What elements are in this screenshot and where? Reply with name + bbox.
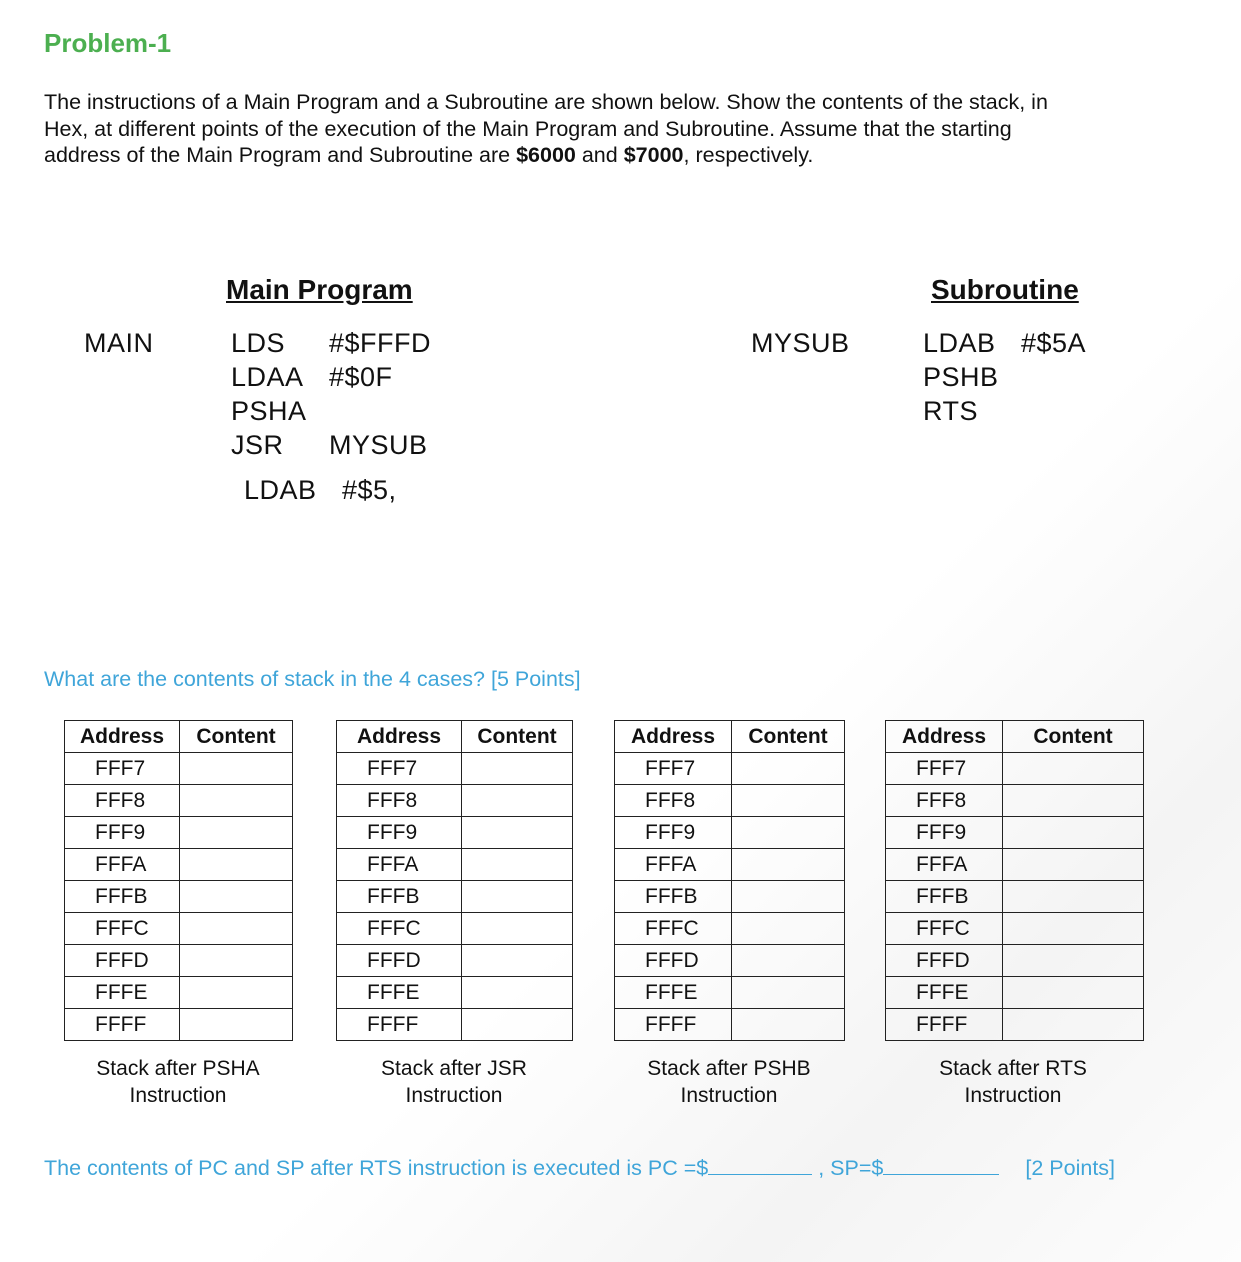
content-header: Content	[180, 721, 293, 753]
pc-answer-blank[interactable]	[708, 1152, 812, 1175]
address-cell: FFFD	[615, 945, 732, 977]
subroutine-heading: Subroutine	[931, 274, 1079, 305]
table-row	[886, 849, 1144, 881]
content-cell[interactable]	[180, 1009, 293, 1041]
table-row	[886, 945, 1144, 977]
content-cell[interactable]	[462, 945, 573, 977]
table-row	[615, 753, 845, 785]
address-header: Address	[886, 721, 1003, 753]
table-row	[615, 1009, 845, 1041]
content-cell[interactable]	[732, 977, 845, 1009]
content-header: Content	[732, 721, 845, 753]
caption-line: Instruction	[405, 1084, 503, 1107]
address-cell: FFF7	[886, 753, 1003, 785]
address-cell: FFFB	[65, 881, 180, 913]
content-header: Content	[1003, 721, 1144, 753]
address-cell: FFFA	[65, 849, 180, 881]
table-row	[337, 881, 573, 913]
code-opcode: LDAA	[231, 362, 304, 392]
table-row	[65, 785, 293, 817]
content-cell[interactable]	[732, 753, 845, 785]
address-cell: FFFF	[337, 1009, 462, 1041]
content-cell[interactable]	[180, 945, 293, 977]
subroutine-label: MYSUB	[751, 328, 850, 358]
address-cell: FFF8	[886, 785, 1003, 817]
content-cell[interactable]	[180, 849, 293, 881]
stack-table-pshb	[614, 720, 845, 1041]
code-operand: #$0F	[329, 362, 393, 392]
table-row	[337, 945, 573, 977]
points-label: [2 Points]	[1025, 1156, 1116, 1180]
code-line	[231, 394, 431, 428]
address-cell: FFFE	[615, 977, 732, 1009]
table-row	[615, 849, 845, 881]
address-cell: FFFB	[886, 881, 1003, 913]
content-cell[interactable]	[1003, 945, 1144, 977]
code-opcode: LDS	[231, 328, 286, 358]
subroutine-code	[923, 326, 1086, 428]
table-row	[65, 881, 293, 913]
stack-table-psha	[64, 720, 293, 1041]
address-cell: FFFC	[886, 913, 1003, 945]
content-cell[interactable]	[732, 913, 845, 945]
main-program-code	[231, 326, 431, 462]
address-cell: FFFB	[615, 881, 732, 913]
address-cell: FFFC	[65, 913, 180, 945]
main-program-last-line	[244, 473, 397, 507]
content-cell[interactable]	[1003, 913, 1144, 945]
table-row	[337, 977, 573, 1009]
caption-line: Instruction	[964, 1084, 1062, 1107]
address-cell: FFFC	[337, 913, 462, 945]
address-cell: FFFA	[615, 849, 732, 881]
address-cell: FFF9	[65, 817, 180, 849]
caption-line: Stack after JSR	[381, 1057, 527, 1080]
content-cell[interactable]	[180, 785, 293, 817]
table-row	[886, 817, 1144, 849]
content-cell[interactable]	[180, 881, 293, 913]
address-cell: FFFF	[65, 1009, 180, 1041]
content-cell[interactable]	[1003, 881, 1144, 913]
content-cell[interactable]	[462, 913, 573, 945]
caption-line: Stack after PSHA	[96, 1057, 260, 1080]
table-row	[886, 753, 1144, 785]
table-row	[65, 849, 293, 881]
content-cell[interactable]	[732, 817, 845, 849]
address-cell: FFF9	[886, 817, 1003, 849]
code-line	[923, 326, 1086, 360]
pc-sp-question	[44, 1152, 1194, 1181]
sp-question-text: , SP=$	[812, 1156, 884, 1180]
content-cell[interactable]	[462, 753, 573, 785]
main-program-heading: Main Program	[226, 274, 413, 305]
content-cell[interactable]	[732, 881, 845, 913]
address-cell: FFF7	[337, 753, 462, 785]
address-cell: FFFD	[65, 945, 180, 977]
address-cell: FFFF	[886, 1009, 1003, 1041]
address-cell: FFF7	[65, 753, 180, 785]
content-cell[interactable]	[180, 913, 293, 945]
address-cell: FFF8	[337, 785, 462, 817]
code-operand: #$5A	[1021, 328, 1087, 358]
address-cell: FFFD	[337, 945, 462, 977]
address-cell: FFFE	[886, 977, 1003, 1009]
code-line	[231, 326, 431, 360]
stack-question: What are the contents of stack in the 4 cases? [5 Points]	[44, 667, 581, 691]
address-cell: FFFE	[337, 977, 462, 1009]
address-header: Address	[65, 721, 180, 753]
table-row	[615, 913, 845, 945]
sub-start-address: $7000	[623, 143, 684, 167]
content-cell[interactable]	[732, 1009, 845, 1041]
pc-question-text: The contents of PC and SP after RTS instruction is executed is PC =$	[44, 1156, 709, 1180]
table-row	[615, 881, 845, 913]
table-row	[886, 881, 1144, 913]
table-row	[886, 1009, 1144, 1041]
content-cell[interactable]	[180, 817, 293, 849]
intro-text-2: and	[575, 143, 624, 167]
problem-description	[44, 89, 1084, 169]
content-header: Content	[462, 721, 573, 753]
address-cell: FFFE	[65, 977, 180, 1009]
code-line	[231, 428, 431, 462]
code-opcode: PSHA	[231, 396, 307, 426]
code-operand: MYSUB	[329, 430, 428, 460]
content-cell[interactable]	[462, 977, 573, 1009]
intro-text-3: , respectively.	[683, 143, 814, 167]
table-row	[337, 753, 573, 785]
stack-caption	[614, 1055, 844, 1109]
table-row	[65, 753, 293, 785]
code-opcode: LDAB	[244, 475, 317, 505]
code-opcode: RTS	[923, 396, 979, 426]
address-cell: FFFA	[886, 849, 1003, 881]
stack-caption	[64, 1055, 292, 1109]
table-row	[65, 977, 293, 1009]
code-operand: #$FFFD	[329, 328, 432, 358]
table-row	[615, 977, 845, 1009]
caption-line: Instruction	[680, 1084, 778, 1107]
content-cell[interactable]	[1003, 977, 1144, 1009]
table-row	[337, 785, 573, 817]
main-label: MAIN	[84, 328, 154, 358]
content-cell[interactable]	[732, 849, 845, 881]
caption-line: Instruction	[129, 1084, 227, 1107]
address-header: Address	[337, 721, 462, 753]
table-row	[886, 785, 1144, 817]
address-cell: FFF9	[337, 817, 462, 849]
stack-caption	[336, 1055, 572, 1109]
content-cell[interactable]	[1003, 849, 1144, 881]
content-cell[interactable]	[732, 785, 845, 817]
address-cell: FFF7	[615, 753, 732, 785]
code-opcode: PSHB	[923, 362, 999, 392]
stack-table-jsr	[336, 720, 573, 1041]
table-row	[615, 945, 845, 977]
content-cell[interactable]	[462, 785, 573, 817]
table-row	[65, 945, 293, 977]
code-opcode: JSR	[231, 430, 284, 460]
content-cell[interactable]	[1003, 1009, 1144, 1041]
content-cell[interactable]	[462, 817, 573, 849]
content-cell[interactable]	[462, 1009, 573, 1041]
table-row	[337, 1009, 573, 1041]
table-row	[615, 785, 845, 817]
table-row	[65, 913, 293, 945]
code-line	[923, 360, 1086, 394]
caption-line: Stack after RTS	[939, 1057, 1087, 1080]
address-cell: FFF8	[615, 785, 732, 817]
stack-table-rts	[885, 720, 1144, 1041]
content-cell[interactable]	[1003, 785, 1144, 817]
address-cell: FFF8	[65, 785, 180, 817]
table-row	[886, 913, 1144, 945]
content-cell[interactable]	[180, 753, 293, 785]
address-cell: FFFB	[337, 881, 462, 913]
address-header: Address	[615, 721, 732, 753]
main-start-address: $6000	[516, 143, 576, 167]
table-row	[615, 817, 845, 849]
problem-title: Problem-1	[44, 28, 172, 58]
stack-caption	[885, 1055, 1141, 1109]
address-cell: FFF9	[615, 817, 732, 849]
content-cell[interactable]	[462, 881, 573, 913]
content-cell[interactable]	[1003, 817, 1144, 849]
address-cell: FFFD	[886, 945, 1003, 977]
content-cell[interactable]	[462, 849, 573, 881]
code-line	[923, 394, 1086, 428]
address-cell: FFFF	[615, 1009, 732, 1041]
caption-line: Stack after PSHB	[647, 1057, 811, 1080]
code-operand: #$5,	[342, 475, 397, 505]
content-cell[interactable]	[1003, 753, 1144, 785]
table-row	[65, 817, 293, 849]
table-row	[65, 1009, 293, 1041]
table-row	[337, 849, 573, 881]
code-opcode: LDAB	[923, 328, 996, 358]
table-row	[886, 977, 1144, 1009]
table-row	[337, 913, 573, 945]
address-cell: FFFA	[337, 849, 462, 881]
sp-answer-blank[interactable]	[883, 1152, 999, 1175]
address-cell: FFFC	[615, 913, 732, 945]
content-cell[interactable]	[732, 945, 845, 977]
content-cell[interactable]	[180, 977, 293, 1009]
intro-text-1: The instructions of a Main Program and a Subroutine are shown below. Show the contents of the stack, in Hex, at different points of the execution of the Main Program and Subroutine. Assume that the starting address of the Main Program and Subroutine are	[44, 90, 1048, 167]
table-row	[337, 817, 573, 849]
code-line	[231, 360, 431, 394]
